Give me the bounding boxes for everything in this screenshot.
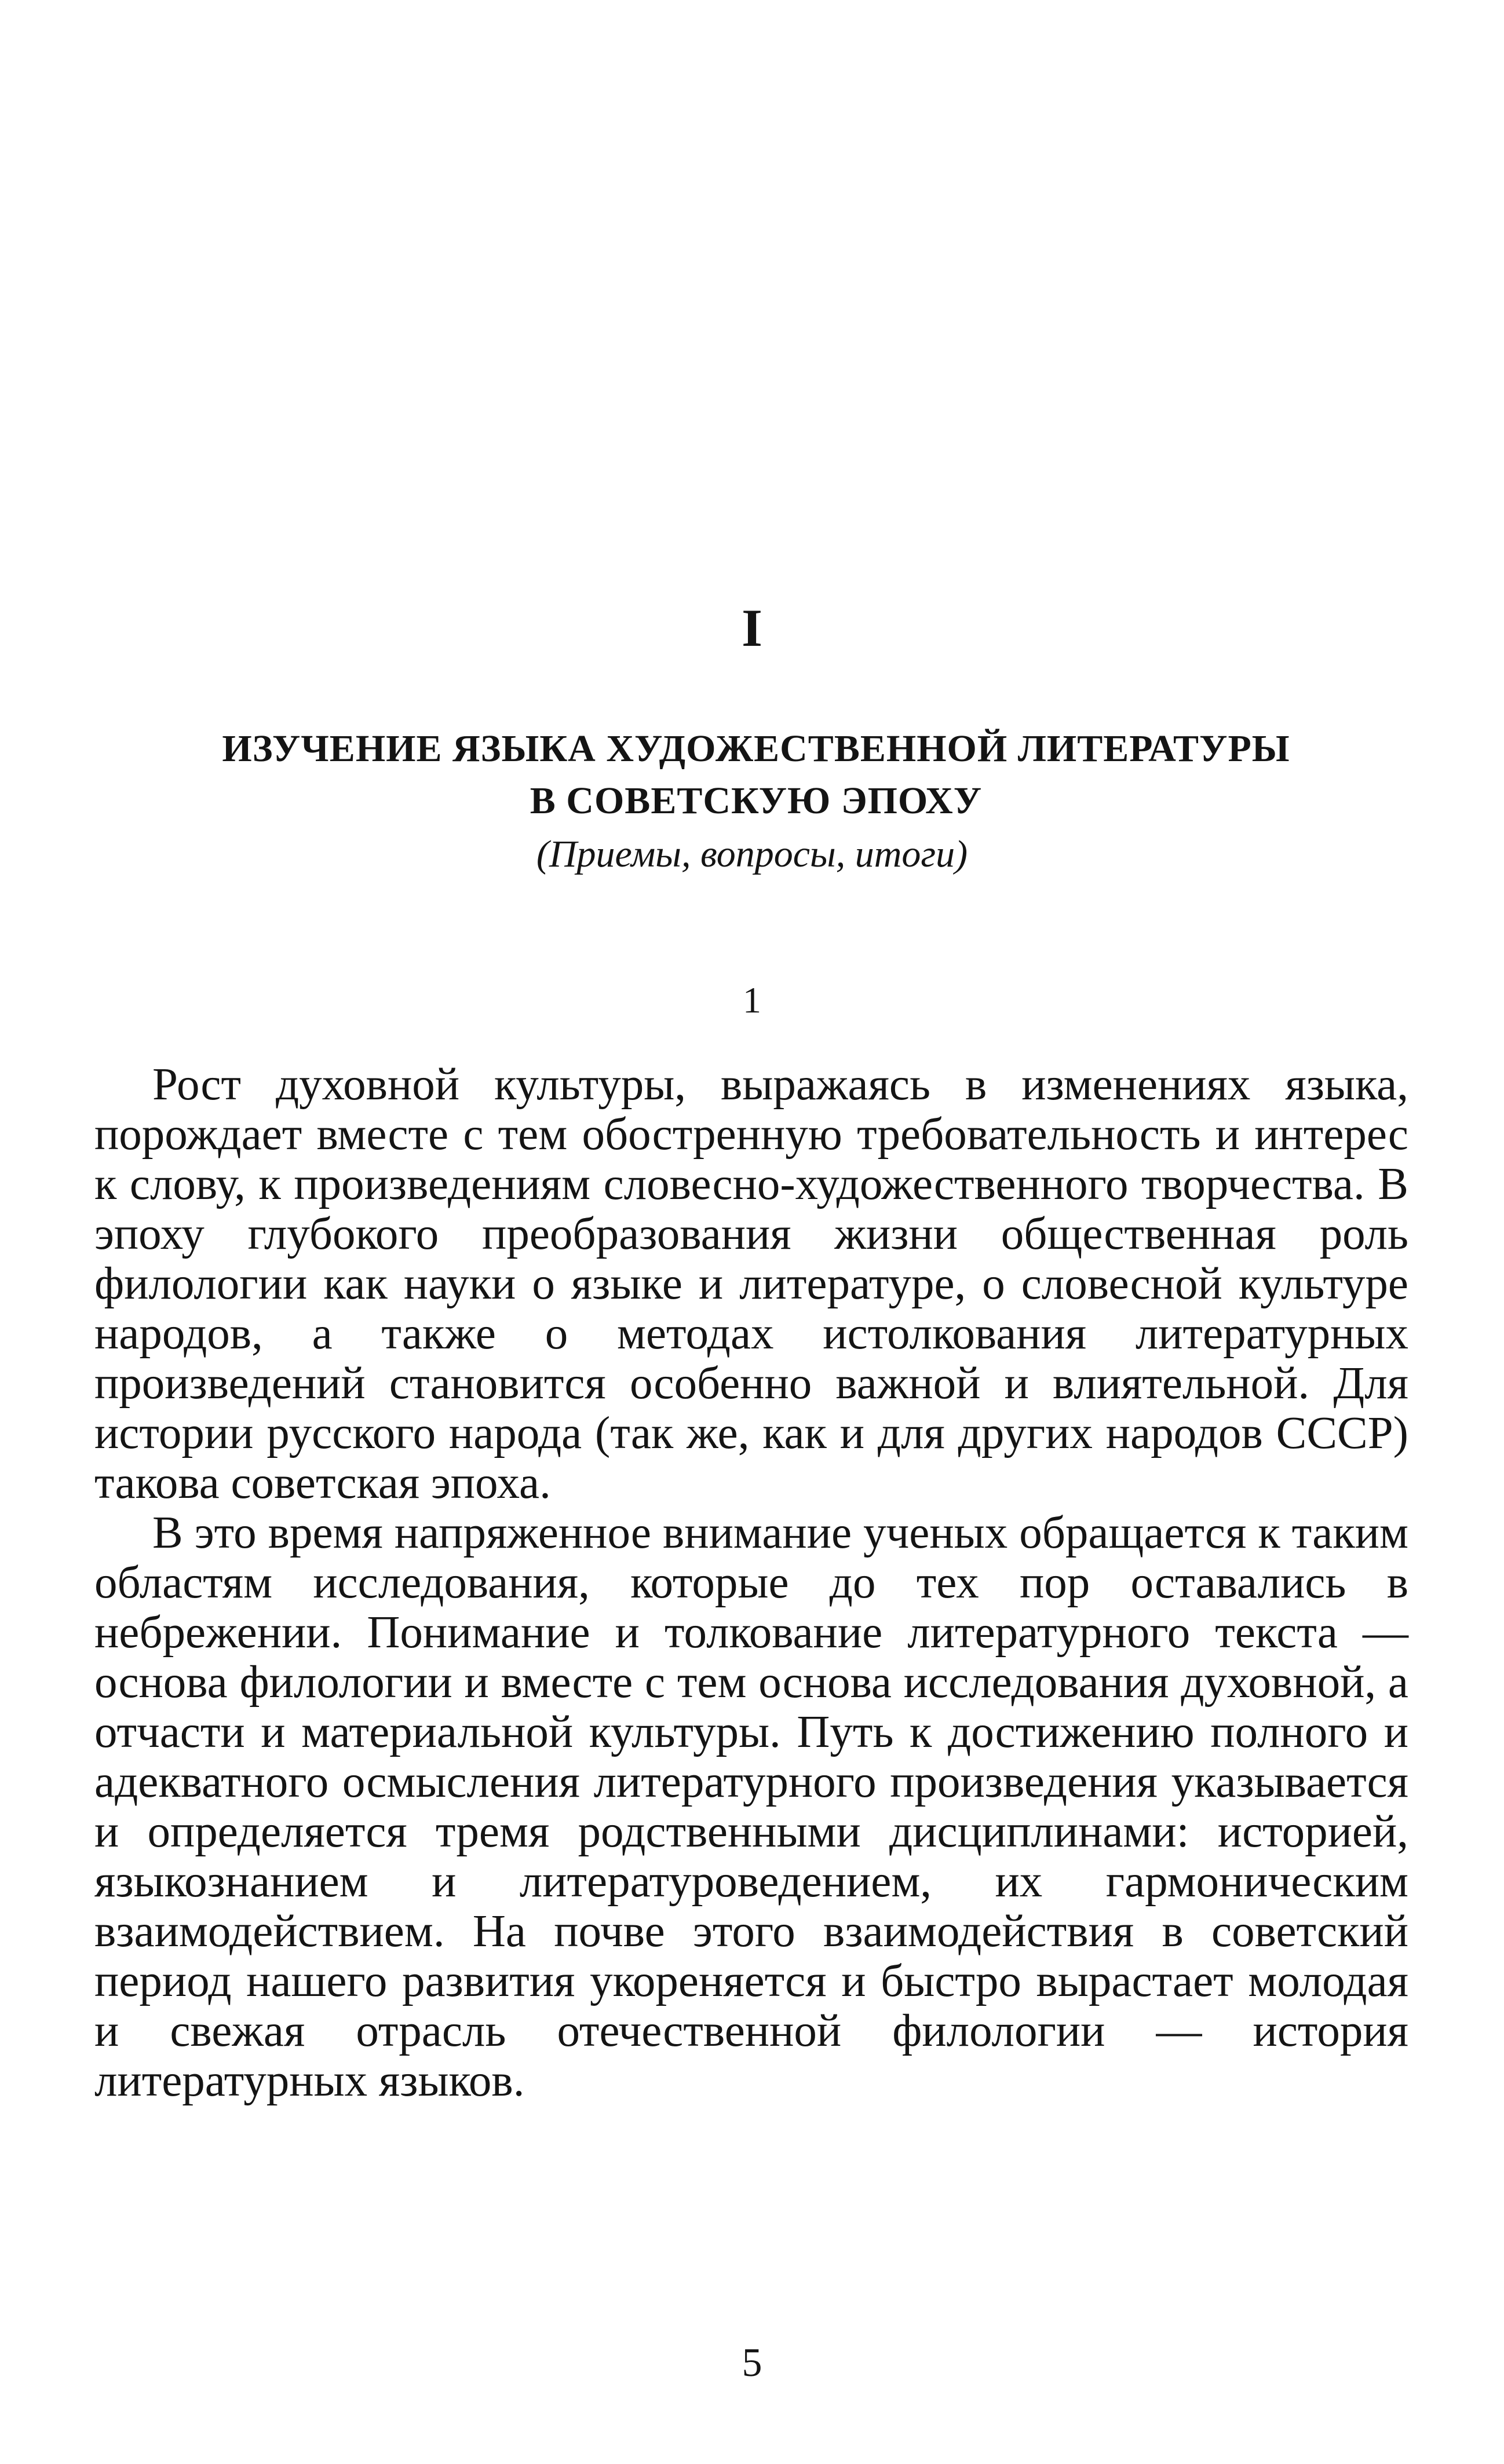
chapter-title-line-2: В СОВЕТСКУЮ ЭПОХУ: [530, 780, 983, 822]
chapter-title-line-1: ИЗУЧЕНИЕ ЯЗЫКА ХУДОЖЕСТВЕННОЙ ЛИТЕРАТУРЫ: [222, 727, 1290, 770]
page-number: 5: [742, 2341, 762, 2385]
section-number: 1: [743, 979, 761, 1021]
chapter-title: [174, 723, 1338, 827]
paragraph-2: В это время напряженное внимание ученых обращается к таким областям исследования, которые до тех пор оставались в небрежении. Понимание и толкование литературного текста — основа филологии и вместе с тем основа исследования духовной, а отчасти и материальной культуры. Путь к достижению полного и адекватного осмысления литературного произведения указывается и определяется тремя родственными дисциплинами: историей, языкознанием и литературоведением, их гармоническим взаимодействием. На почве этого взаимодействия в советский период нашего развития укореняется и быстро вырастает молодая и свежая отрасль отечественной филологии — история литературных языков.: [94, 1508, 1408, 2106]
body-text: [94, 1060, 1408, 2106]
chapter-number: I: [742, 598, 762, 657]
paragraph-1: Рост духовной культуры, выражаясь в изменениях языка, порождает вместе с тем обостренную требовательность и интерес к слову, к произведениям словесно-художественного творчества. В эпоху глубокого преобразования жизни общественная роль филологии как науки о языке и литературе, о словесной культуре народов, а также о методах истолкования литературных произведений становится особенно важной и влиятельной. Для истории русского народа (так же, как и для других народов СССР) такова советская эпоха.: [94, 1059, 1408, 1508]
chapter-subtitle: (Приемы, вопросы, итоги): [536, 833, 968, 875]
